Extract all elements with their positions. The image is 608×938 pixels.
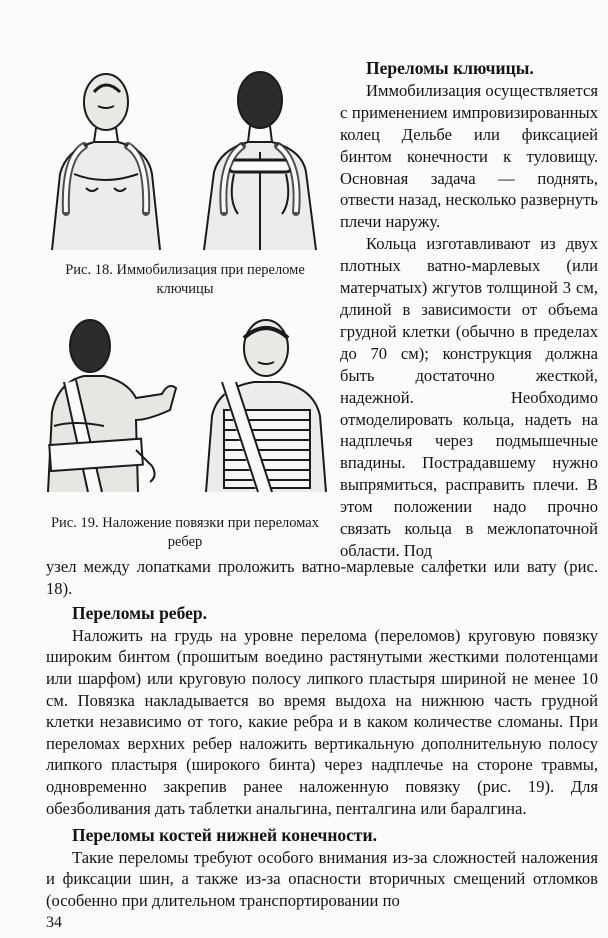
page-number: 34 bbox=[46, 914, 62, 931]
figure-18 bbox=[44, 62, 330, 252]
clavicle-paragraph-2: Кольца изготавливают из двух плотных ватно-марлевых (или матерчатых) жгутов толщиной 3 см, длиной в зависимости от объема грудной клетки (обычно в пределах до 70 см); конструкция должна быть достаточно жесткой, надежной. Необходимо отмоделировать кольца, надеть на надплечья через подмышечные впадины. Пострадавшему нужно выпрямиться, расправить плечи. В этом положении надо прочно связать кольца в межлопаточной области. Под bbox=[340, 234, 598, 560]
figure-19-caption: Рис. 19. Наложение повязки при переломах ребер bbox=[50, 515, 319, 550]
clavicle-rings-illustration bbox=[44, 62, 330, 252]
clavicle-section bbox=[340, 58, 598, 562]
figure-18-caption: Рис. 18. Иммобилизация при переломе ключицы bbox=[65, 262, 305, 297]
rib-bandage-back-icon bbox=[48, 320, 176, 492]
clavicle-paragraph-1: Иммобилизация осуществляется с применением импровизированных колец Дельбе или фиксацией бинтом конечности к туловищу. Основная задача — поднять, отвести назад, несколько развернуть плечи наружу. bbox=[340, 80, 598, 232]
clavicle-continuation: узел между лопатками проложить ватно-марлевые салфетки или вату (рис. 18). bbox=[46, 557, 598, 598]
clavicle-back-rings-icon bbox=[204, 72, 316, 250]
figure-19 bbox=[44, 316, 330, 494]
clavicle-front-rings-icon bbox=[52, 74, 160, 250]
main-text bbox=[46, 556, 598, 912]
rib-bandage-front-icon bbox=[206, 320, 326, 492]
rib-bandage-illustration bbox=[44, 316, 330, 494]
legs-paragraph: Такие переломы требуют особого внимания из-за сложностей наложения и фиксации шин, а также из-за опасности вторичных смещений отломков (особенно при длительном транспортировании по bbox=[46, 847, 598, 910]
legs-heading: Переломы костей нижней конечности. bbox=[72, 825, 377, 846]
clavicle-heading: Переломы ключицы. bbox=[366, 58, 534, 78]
ribs-heading: Переломы ребер. bbox=[72, 603, 207, 624]
ribs-paragraph: Наложить на грудь на уровне перелома (переломов) круговую повязку широким бинтом (прошитым воедино растянутыми жесткими полотенцами или шарфом) или круговую полосу липкого пластыря шириной не менее 10 см. Повязка накладывается во время выдоха на нижнюю часть грудной клетки независимо от того, какие ребра и в каком количестве сломаны. При переломах верхних ребер наложить вертикальную дополнительную полосу липкого пластыря (широкого бинта) через надплечье на стороне травмы, одновременно закрепив ранее наложенную повязку (рис. 19). Для обезболивания дать таблетки анальгина, пенталгина или баралгина. bbox=[46, 625, 598, 818]
